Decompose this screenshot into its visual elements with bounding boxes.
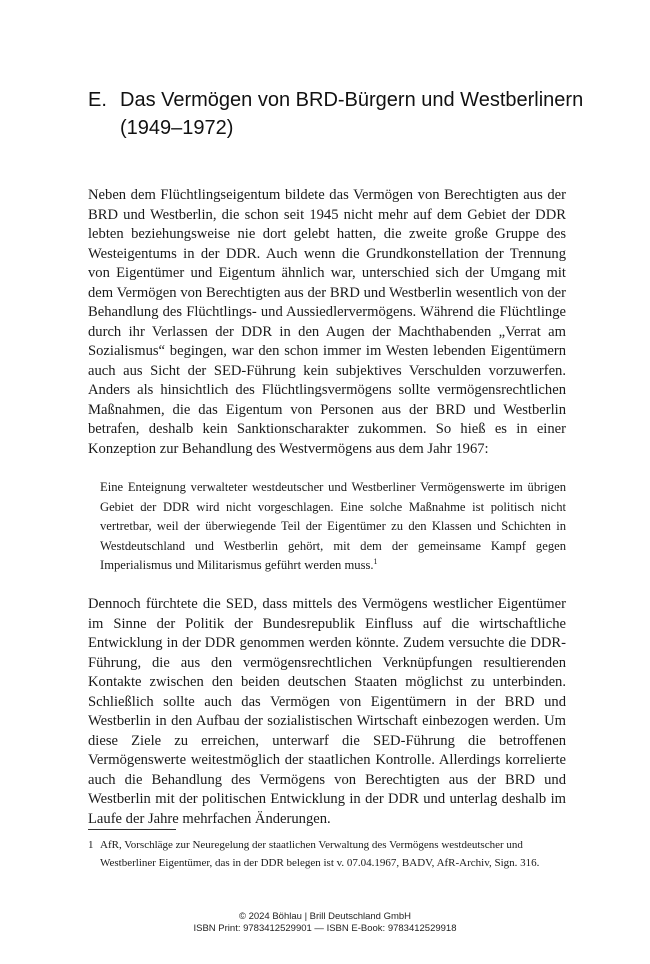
- isbn-line: ISBN Print: 9783412529901 — ISBN E-Book: 9783412529918: [193, 923, 457, 934]
- chapter-number: E.: [88, 89, 107, 111]
- chapter-title: Das Vermögen von BRD-Bürgern und Westberlinern (1949–1972): [120, 89, 584, 139]
- footnote-text: AfR, Vorschläge zur Neuregelung der staatlichen Verwaltung des Vermögens westdeutscher und Westberliner Eigentümer, das in der DDR belegen ist v. 07.04.1967, BADV, AfR-Archiv, Sign. 316.: [100, 839, 540, 869]
- footnote: [88, 836, 566, 872]
- footnote-divider: [88, 829, 176, 830]
- block-quote: [100, 478, 566, 576]
- footnote-reference[interactable]: 1: [373, 556, 378, 566]
- block-quote-text: Eine Enteignung verwalteter westdeutscher und Westberliner Vermögenswerte im übrigen Gebiet der DDR wird nicht vorgeschlagen. Eine solche Maßnahme ist politisch nicht vertretbar, weil der überwiegende Teil der Eigentümer zu den Klassen und Schichten in Westdeutschland und Westberlin gehört, mit dem der gemeinsame Kampf gegen Imperialismus und Militarismus geführt werden muss.: [100, 480, 566, 572]
- body-paragraph-2: Dennoch fürchtete die SED, dass mittels des Vermögens westlicher Eigentümer im Sinne der Politik der Bundesrepublik Einfluss auf die wirtschaftliche Entwicklung in der DDR genommen werden könnte. Zudem versuchte die DDR-Führung, die aus den vermögensrechtlichen Verknüpfungen resultierenden Kontakte zwischen den beiden deutschen Staaten möglichst zu unterbinden. Schließlich sollte auch das Vermögen von Eigentümern in der BRD und Westberlin in den Aufbau der sozialistischen Wirtschaft einbezogen werden. Um diese Ziele zu erreichen, unterwarf die SED-Führung die betroffenen Vermögenswerte weitestmöglich der staatlichen Kontrolle. Allerdings korrelierte auch die Behandlung des Vermögens von Berechtigten aus der BRD und Westberlin mit der politischen Entwicklung in der DDR und unterlag deshalb im Laufe der Jahre mehrfachen Änderungen.: [88, 596, 566, 827]
- footnote-number: 1: [88, 839, 94, 851]
- body-paragraph-1: Neben dem Flüchtlingseigentum bildete das Vermögen von Berechtigten aus der BRD und Westberlin, die schon seit 1945 nicht mehr auf dem Gebiet der DDR lebten beziehungsweise nie dort gelebt hatten, die zweite große Gruppe des Westeigentums in der DDR. Auch wenn die Grundkonstellation der Trennung von Eigentümer und Eigentum ähnlich war, unterschied sich der Umgang mit dem Vermögen von Berechtigten aus der BRD und Westberlin wesentlich von der Behandlung des Flüchtlings- und Aussiedlervermögens. Während die Flüchtlinge durch ihr Verlassen der DDR in den Augen der Machthabenden „Verrat am Sozialismus“ begingen, war den schon immer im Westen lebenden Eigentümern auch aus Sicht der SED-Führung kein subjektives Verschulden vorzuwerfen. Anders als hinsichtlich des Flüchtlingsvermögens sollte vermögensrechtlichen Maßnahmen, die das Eigentum von Personen aus der BRD und Westberlin betrafen, deshalb kein Sanktionscharakter zukommen. So hieß es in einer Konzeption zur Behandlung des Westvermögens aus dem Jahr 1967:: [88, 187, 566, 457]
- publisher-copyright: © 2024 Böhlau | Brill Deutschland GmbH: [238, 911, 412, 922]
